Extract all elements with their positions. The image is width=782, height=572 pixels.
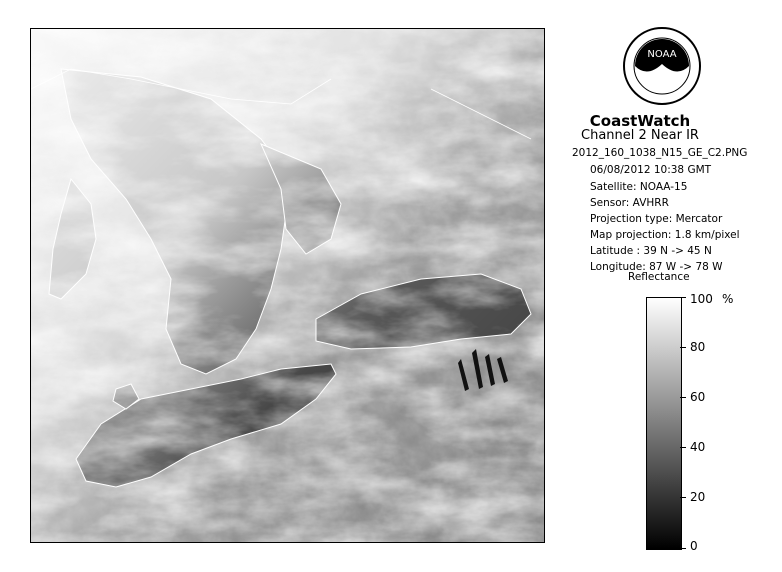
page-title: CoastWatch [589, 112, 691, 130]
satellite-image-render [31, 29, 544, 542]
projection-type-text: Projection type: Mercator [590, 213, 723, 225]
image-filename: 2012_160_1038_N15_GE_C2.PNG [572, 147, 748, 159]
colorbar [646, 297, 682, 550]
satellite-image [30, 28, 545, 543]
tick-label: 0 [690, 539, 698, 553]
map-projection-text: Map projection: 1.8 km/pixel [590, 229, 740, 241]
tick-label: 20 [690, 490, 706, 504]
noaa-logo-icon [622, 26, 702, 106]
latitude-text: Latitude : 39 N -> 45 N [590, 245, 712, 257]
colorbar-unit: % [722, 292, 734, 306]
channel-subtitle: Channel 2 Near IR [581, 128, 699, 143]
colorbar-ticks [680, 292, 720, 553]
tick-label: 80 [690, 340, 706, 354]
tick-label: 40 [690, 440, 706, 454]
tick-label: 60 [690, 390, 706, 404]
colorbar-label: Reflectance [628, 271, 690, 283]
datetime-text: 06/08/2012 10:38 GMT [590, 164, 712, 176]
satellite-text: Satellite: NOAA-15 [590, 181, 688, 193]
sensor-text: Sensor: AVHRR [590, 197, 669, 209]
logo-text: NOAA [647, 49, 677, 60]
longitude-text: Longitude: 87 W -> 78 W [590, 261, 723, 273]
tick-label: 100 [690, 292, 713, 306]
